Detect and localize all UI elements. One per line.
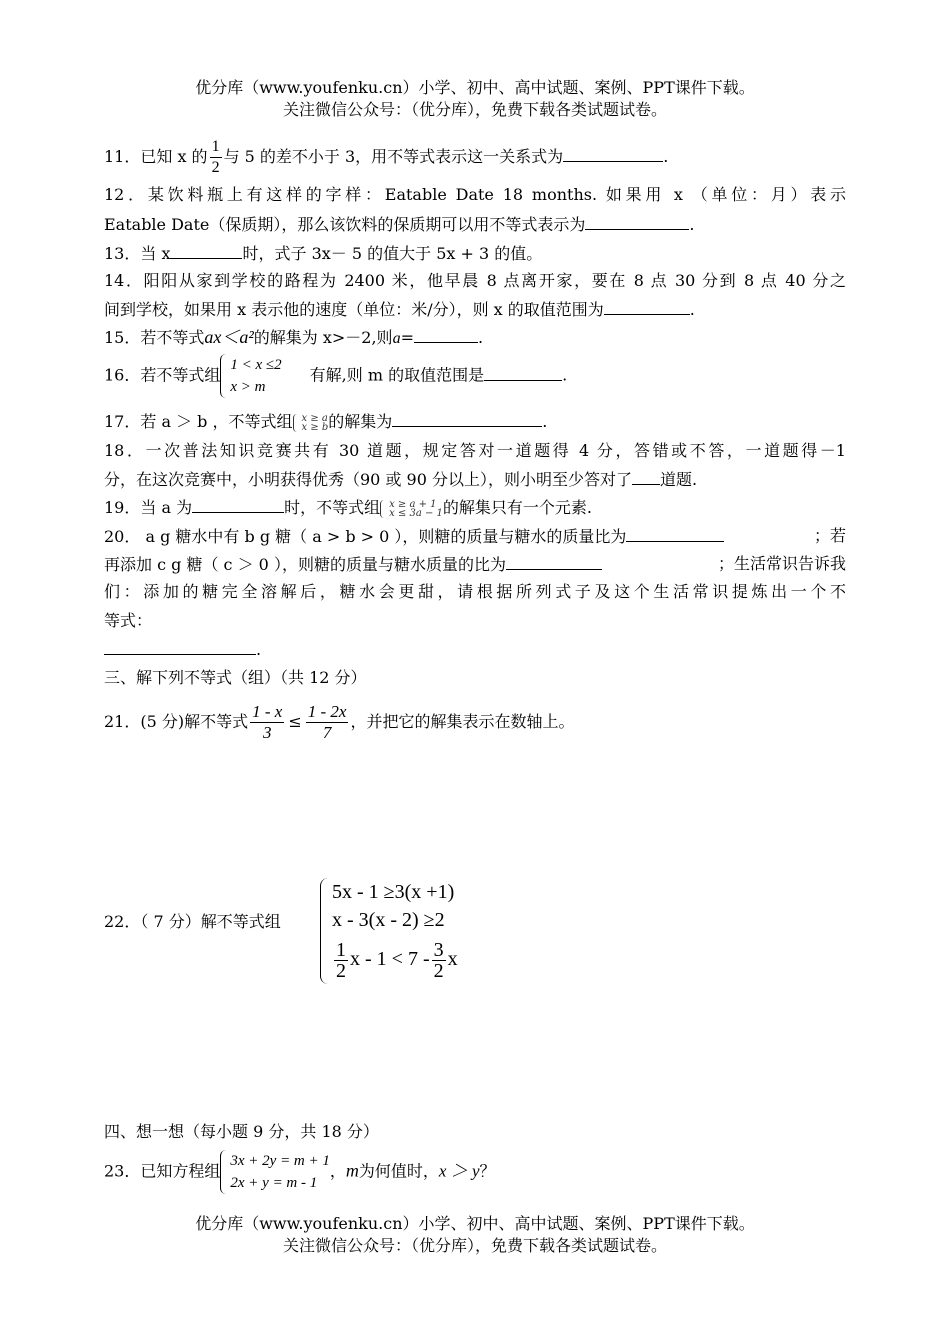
question-12-line-2: Eatable Date（保质期），那么该饮料的保质期可以用不等式表示为 . xyxy=(104,215,695,234)
question-20-line-4: 等式： xyxy=(104,611,153,630)
question-22-label: 22．（ 7 分）解不等式组 xyxy=(104,912,281,931)
fraction: $\frac{1 - 2x}{7}$ xyxy=(307,702,347,742)
section-3-heading: 三、解下列不等式（组）（共 12 分） xyxy=(104,668,367,687)
header-line-2: 关注微信公众号：（优分库），免费下载各类试题试卷。 xyxy=(282,100,667,119)
answer-blank[interactable] xyxy=(632,468,660,485)
question-20-line-3: 们：添加的糖完全溶解后，糖水会更甜，请根据所列式子及这个生活常识提炼出一个不 xyxy=(104,582,846,601)
fraction-one-half: $\frac{1}{2}$ xyxy=(211,138,220,176)
fraction: $\frac{1 - x}{3}$ xyxy=(252,702,283,742)
system-row-3: $\frac{1}{2}$ x - 1 < 7 - $\frac{3}{2}$ x xyxy=(336,938,458,982)
question-14-line-1: 14．阳阳从家到学校的路程为 2400 米，他早晨 8 点离开家，要在 8 点 30 分到 8 点 40 分之 xyxy=(104,271,846,290)
inequality-system: x ≥ a x ≥ b xyxy=(293,414,329,432)
question-12-line-1: 12．某饮料瓶上有这样的字样：Eatable Date 18 months. 如果用 x （单位：月）表示 xyxy=(104,185,846,204)
answer-blank[interactable] xyxy=(563,145,663,162)
question-21: 21．(5 分)解不等式 $\frac{1 - x}{3}$ ≤ $\frac{1 - 2x}{7}$ ，并把它的解集表示在数轴上。 xyxy=(104,702,575,742)
answer-blank[interactable] xyxy=(484,364,562,381)
question-23: 23．已知方程组 3x + 2y = m + 1 2x + y = m - 1 ，m为何值时，x ＞ y？ xyxy=(104,1150,496,1194)
header-line-1: 优分库（www.youfenku.cn）小学、初中、高中试题、案例、PPT课件下载。 xyxy=(195,78,755,97)
answer-blank[interactable] xyxy=(104,638,256,655)
question-11: 11．已知 x 的 $\frac{1}{2}$ 与 5 的差不小于 3，用不等式表示这一关系式为 . xyxy=(104,138,669,176)
question-18-line-2: 分，在这次竞赛中，小明获得优秀（90 或 90 分以上），则小明至少答对了 道题. xyxy=(104,470,698,489)
question-13: 13．当 x 时，式子 3x－ 5 的值大于 5x + 3 的值。 xyxy=(104,244,543,263)
system-row-2: x - 3(x - 2) ≥2 xyxy=(332,909,445,931)
inequality-system: x ≥ a + 1 x ≤ 3a − 1 xyxy=(380,500,443,518)
question-18-line-1: 18．一次普法知识竞赛共有 30 道题，规定答对一道题得 4 分，答错或不答，一道题得－1 xyxy=(104,441,846,460)
answer-blank[interactable] xyxy=(392,410,542,427)
answer-blank[interactable] xyxy=(192,496,284,513)
inequality-system-22 xyxy=(320,878,458,984)
answer-blank[interactable] xyxy=(170,242,242,259)
question-20-line-1: 20． a g 糖水中有 b g 糖（ a > b > 0 ），则糖的质量与糖水的质量比为 ；若 xyxy=(104,526,846,546)
question-20-line-2: 再添加 c g 糖（ c ＞ 0 ），则糖的质量与糖水质量的比为 ；生活常识告诉我 xyxy=(104,554,846,574)
answer-blank[interactable] xyxy=(626,525,724,542)
question-16: 16．若不等式组 1 < x ≤2 x > m 有解,则 m 的取值范围是 . xyxy=(104,354,567,398)
question-20-line-5: . xyxy=(104,638,261,661)
answer-blank[interactable] xyxy=(414,326,478,343)
question-14-line-2: 间到学校，如果用 x 表示他的速度（单位：米/分），则 x 的取值范围为 . xyxy=(104,300,695,319)
footer-line-1: 优分库（www.youfenku.cn）小学、初中、高中试题、案例、PPT课件下载。 xyxy=(195,1214,755,1233)
answer-blank[interactable] xyxy=(585,213,689,230)
answer-blank[interactable] xyxy=(506,553,602,570)
system-row-1: 5x - 1 ≥3(x +1) xyxy=(332,881,455,903)
equation-system: 3x + 2y = m + 1 2x + y = m - 1 xyxy=(220,1150,330,1194)
question-17: 17．若 a ＞ b ，不等式组 x ≥ a x ≥ b 的解集为 . xyxy=(104,412,548,433)
answer-blank[interactable] xyxy=(604,298,690,315)
question-19: 19．当 a 为 时，不等式组 x ≥ a + 1 x ≤ 3a − 1 的解集只有一个元素. xyxy=(104,498,592,519)
question-15: 15．若不等式ax＜a²的解集为 x>－2,则a= . xyxy=(104,327,484,347)
footer-line-2: 关注微信公众号：（优分库），免费下载各类试题试卷。 xyxy=(282,1236,667,1255)
inequality-system: 1 < x ≤2 x > m xyxy=(220,354,281,398)
section-4-heading: 四、想一想（每小题 9 分，共 18 分） xyxy=(104,1122,379,1141)
